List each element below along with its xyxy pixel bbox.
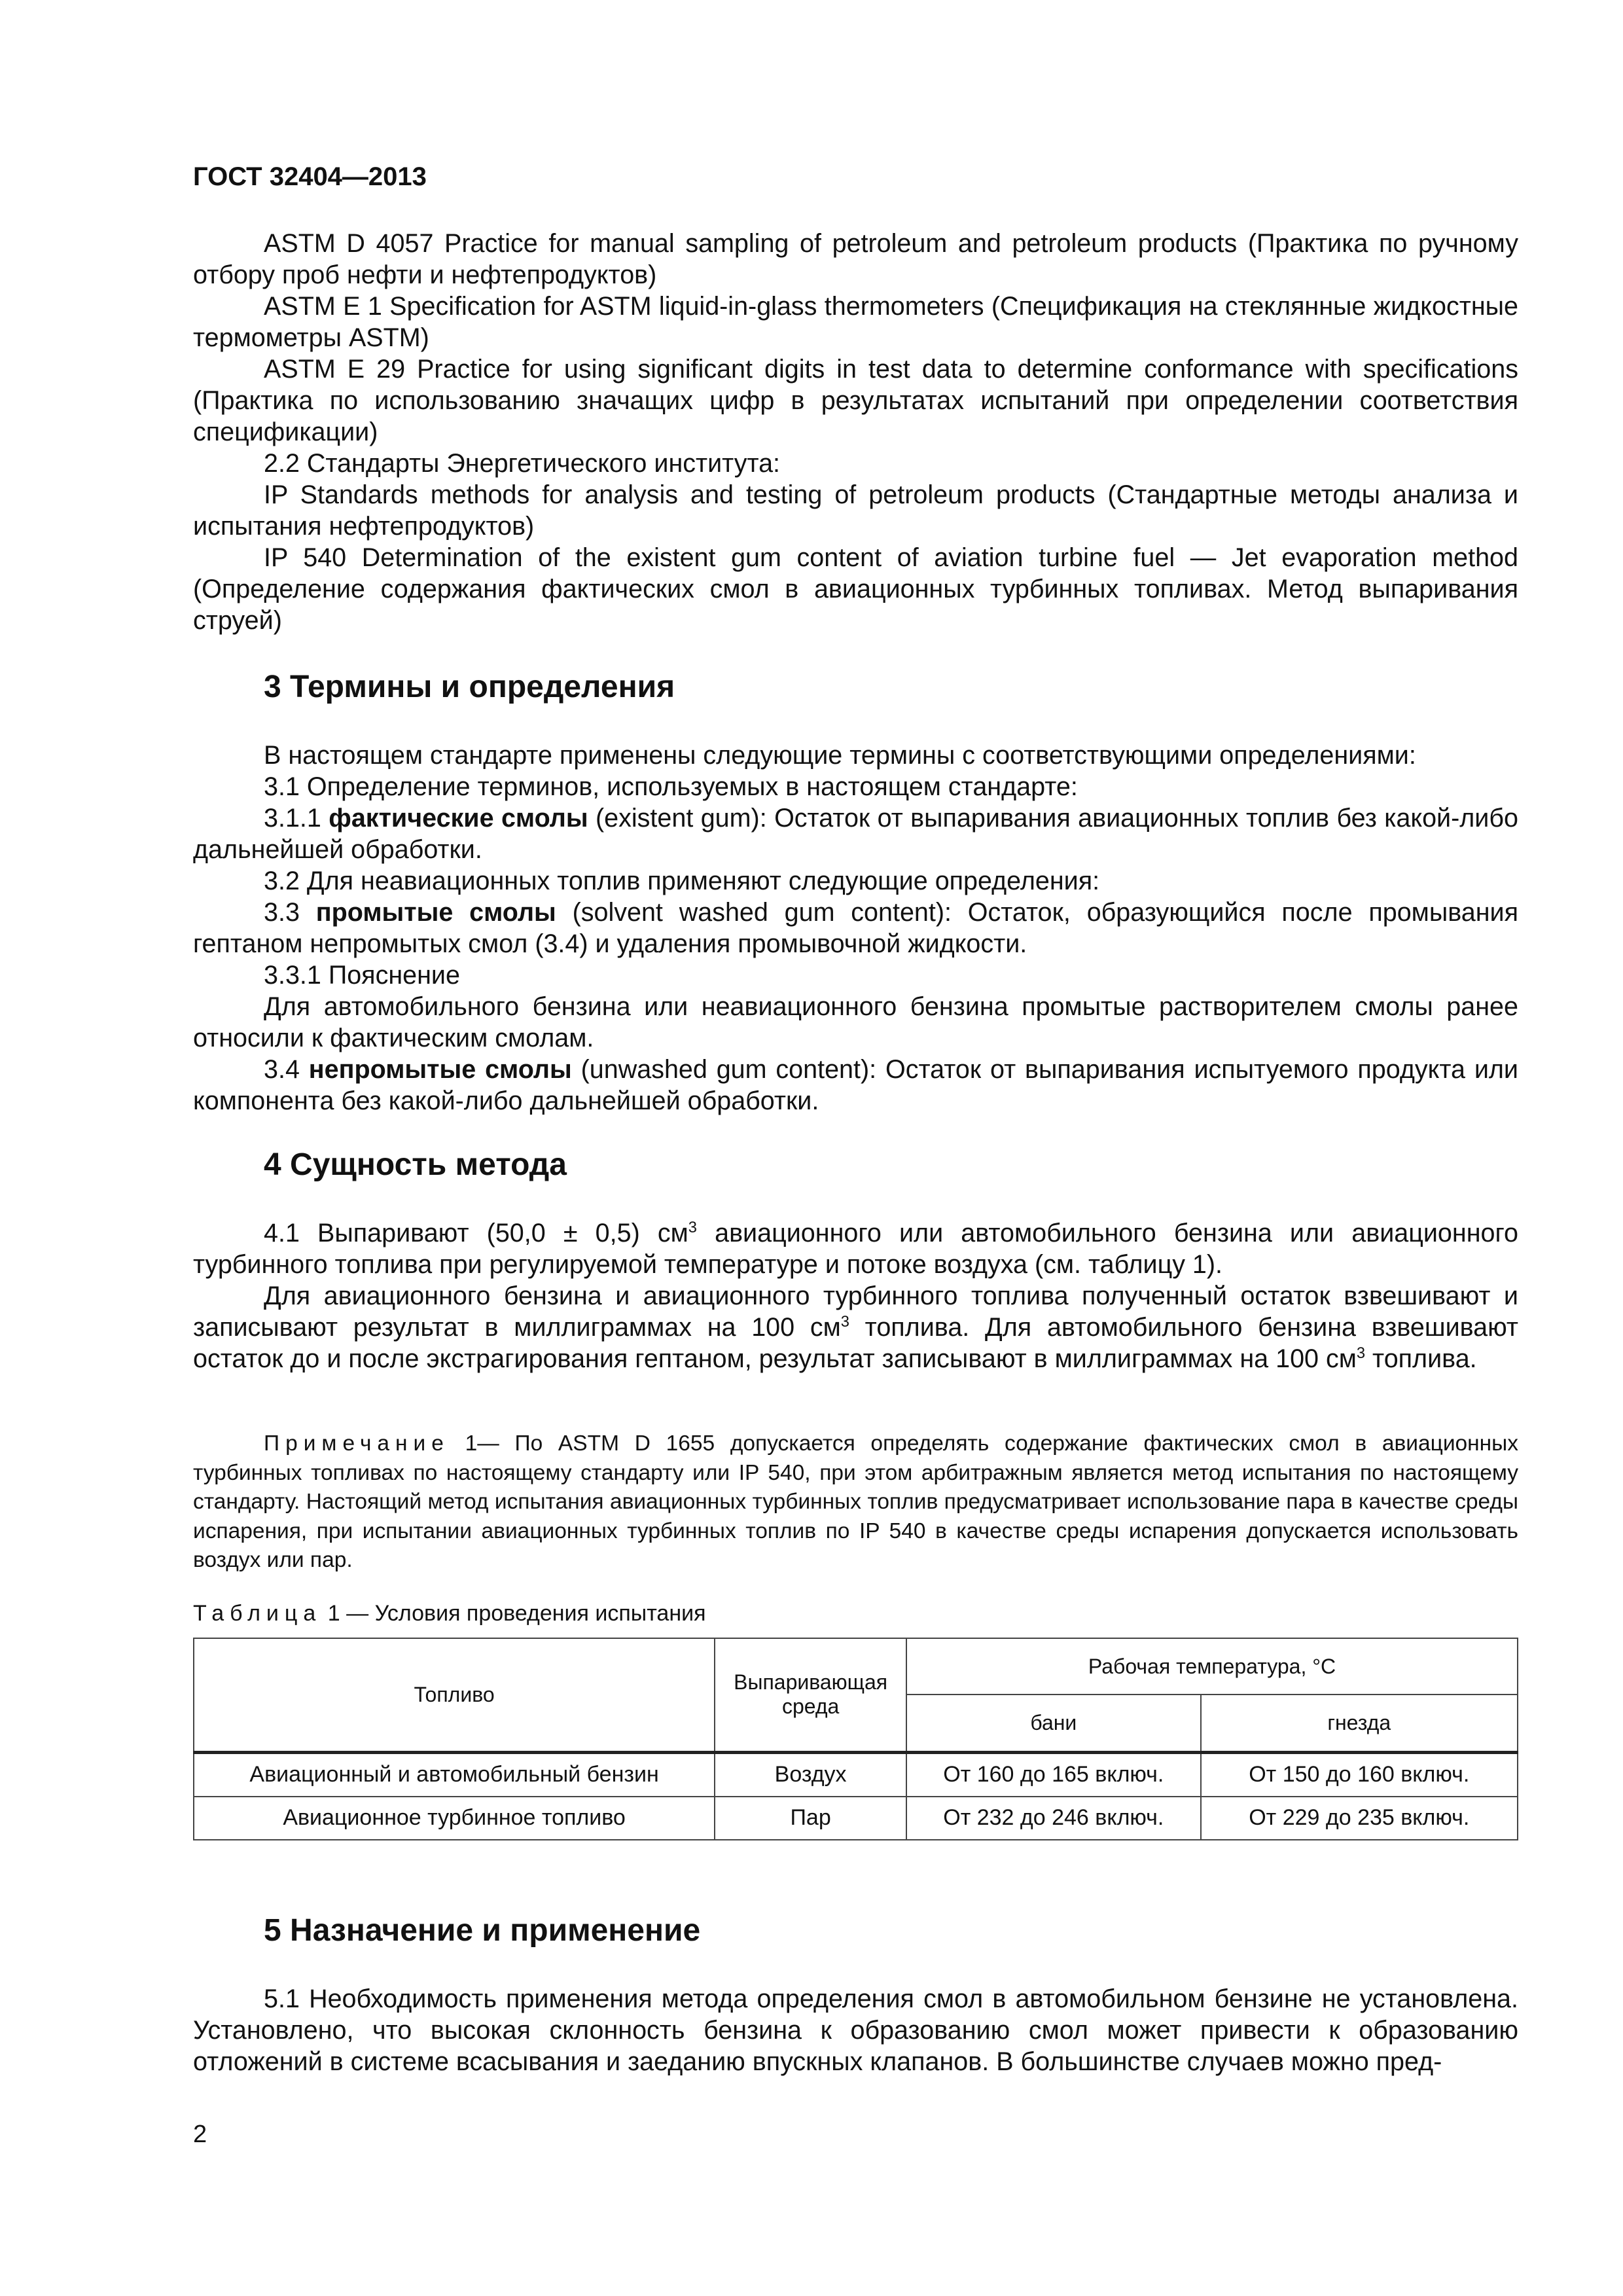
note-text: 1— По ASTM D 1655 допускается определять содержание фактических смол в авиационных турбинных топливах по настоящему стандарту или IP 540, при этом арбитражным является метод испытания по настоящему стандарту. Настоящий метод испытания авиационных турбинных топлив предусматривает использование пара в качестве среды испарения, при испытании авиационных турбинных топлив по IP 540 в качестве среды испарения допускается использовать воздух или пар.: [193, 1431, 1518, 1572]
table-cell: От 160 до 165 включ.: [906, 1752, 1200, 1797]
clause-4-1-continued: [193, 1280, 1518, 1374]
clause-3-3-1: 3.3.1 Пояснение: [264, 961, 460, 990]
test-conditions-table: [193, 1638, 1518, 1840]
header-fuel: Топливо: [194, 1638, 715, 1752]
section-3-intro: В настоящем стандарте применены следующие термины с соответствующими определениями:: [264, 741, 1416, 770]
superscript: 3: [1356, 1344, 1366, 1362]
clause-number: 3.4: [264, 1055, 300, 1084]
section-4-body: [193, 1217, 1518, 1374]
clause-3-3-1-text: Для автомобильного бензина или неавиационного бензина промытые растворителем смолы ранее относили к фактическим смолам.: [193, 992, 1518, 1052]
section-3-title: 3 Термины и определения: [264, 670, 675, 704]
clause-3-1: 3.1 Определение терминов, используемых в настоящем стандарте:: [264, 772, 1078, 801]
clause-text: топлива. Для автомобильного бензина взвешивают остаток до и после экстрагирования гептаном, результат записывают в миллиграммах на 100 см: [193, 1313, 1518, 1373]
section-5-body: [193, 1983, 1518, 2077]
clause-text: Для авиационного бензина и авиационного турбинного топлива полученный остаток взвешивают и записывают результат в миллиграммах на 100 см: [193, 1282, 1518, 1342]
table-cell: От 229 до 235 включ.: [1201, 1797, 1518, 1840]
superscript: 3: [840, 1313, 849, 1331]
table-caption-text: 1 — Условия проведения испытания: [327, 1601, 706, 1626]
reference-ip-540: IP 540 Determination of the existent gum content of aviation turbine fuel — Jet evaporation method (Определение содержания фактических смол в авиационных турбинных топливах. Метод выпаривания струей): [193, 543, 1518, 635]
table-caption: [193, 1601, 706, 1626]
term-existent-gum: фактические смолы: [329, 804, 588, 833]
table-cell: Авиационный и автомобильный бензин: [194, 1752, 715, 1797]
definition-text: (solvent washed gum content): Остаток, образующийся после промывания гептаном непромытых смол (3.4) и удаления промывочной жидкости.: [193, 898, 1518, 958]
section-5-title: 5 Назначение и применение: [264, 1913, 701, 1948]
clause-3-2: 3.2 Для неавиационных топлив применяют следующие определения:: [264, 867, 1100, 895]
reference-astm-d4057: ASTM D 4057 Practice for manual sampling of petroleum and petroleum products (Практика по ручному отбору проб нефти и нефтепродуктов): [193, 229, 1518, 289]
note-label: Примечание: [264, 1431, 450, 1456]
clause-5-1: 5.1 Необходимость применения метода определения смол в автомобильном бензине не установлена. Установлено, что высокая склонность бензина к образованию смол может привести к образованию отложений в системе всасывания и заеданию впускных клапанов. В большинстве случаев можно пред-: [193, 1984, 1518, 2076]
definition-text: (existent gum): Остаток от выпаривания авиационных топлив без какой-либо дальнейшей обработки.: [193, 804, 1518, 864]
header-bath: бани: [906, 1695, 1200, 1752]
clause-number: 3.1.1: [264, 804, 321, 833]
reference-astm-e1: ASTM E 1 Specification for ASTM liquid-in-glass thermometers (Спецификация на стеклянные жидкостные термометры ASTM): [193, 292, 1518, 352]
header-temperature: Рабочая температура, °С: [906, 1638, 1518, 1695]
definition-text: (unwashed gum content): Остаток от выпаривания испытуемого продукта или компонента без какой-либо дальнейшей обработки.: [193, 1055, 1519, 1115]
section-4-title: 4 Сущность метода: [264, 1147, 567, 1182]
clause-3-3: [193, 897, 1518, 960]
table-cell: Пар: [715, 1797, 906, 1840]
clause-text: 4.1 Выпаривают (50,0 ± 0,5) см: [264, 1219, 688, 1247]
clause-text: авиационного или автомобильного бензина или авиационного турбинного топлива при регулируемой температуре и потоке воздуха (см. таблицу 1).: [193, 1219, 1518, 1279]
reference-ip-standards: IP Standards methods for analysis and testing of petroleum products (Стандартные методы анализа и испытания нефтепродуктов): [193, 480, 1518, 541]
table-caption-label: Таблица: [193, 1601, 322, 1626]
table-row: [194, 1797, 1518, 1840]
clause-text: топлива.: [1365, 1344, 1477, 1373]
superscript: 3: [688, 1219, 697, 1236]
table-cell: От 150 до 160 включ.: [1201, 1752, 1518, 1797]
header-medium: Выпаривающая среда: [715, 1638, 906, 1752]
table-row: [194, 1752, 1518, 1797]
table-cell: Авиационное турбинное топливо: [194, 1797, 715, 1840]
section-3-body: [193, 740, 1518, 1117]
note-1: [193, 1429, 1518, 1575]
section-2-2-heading: 2.2 Стандарты Энергетического института:: [264, 449, 781, 478]
table-cell: Воздух: [715, 1752, 906, 1797]
clause-3-1-1: [193, 802, 1518, 865]
header-nest: гнезда: [1201, 1695, 1518, 1752]
clause-3-4: [193, 1054, 1518, 1117]
references-block: [193, 228, 1518, 636]
page-number: 2: [193, 2121, 207, 2148]
document-id: ГОСТ 32404—2013: [193, 162, 427, 191]
clause-4-1: [193, 1217, 1518, 1280]
term-washed-gum: промытые смолы: [315, 898, 556, 927]
term-unwashed-gum: непромытые смолы: [308, 1055, 572, 1084]
clause-number: 3.3: [264, 898, 300, 927]
table-cell: От 232 до 246 включ.: [906, 1797, 1200, 1840]
reference-astm-e29: ASTM E 29 Practice for using significant digits in test data to determine conformance with specifications (Практика по использованию значащих цифр в результатах испытаний при определении соответствия спецификации): [193, 355, 1518, 446]
